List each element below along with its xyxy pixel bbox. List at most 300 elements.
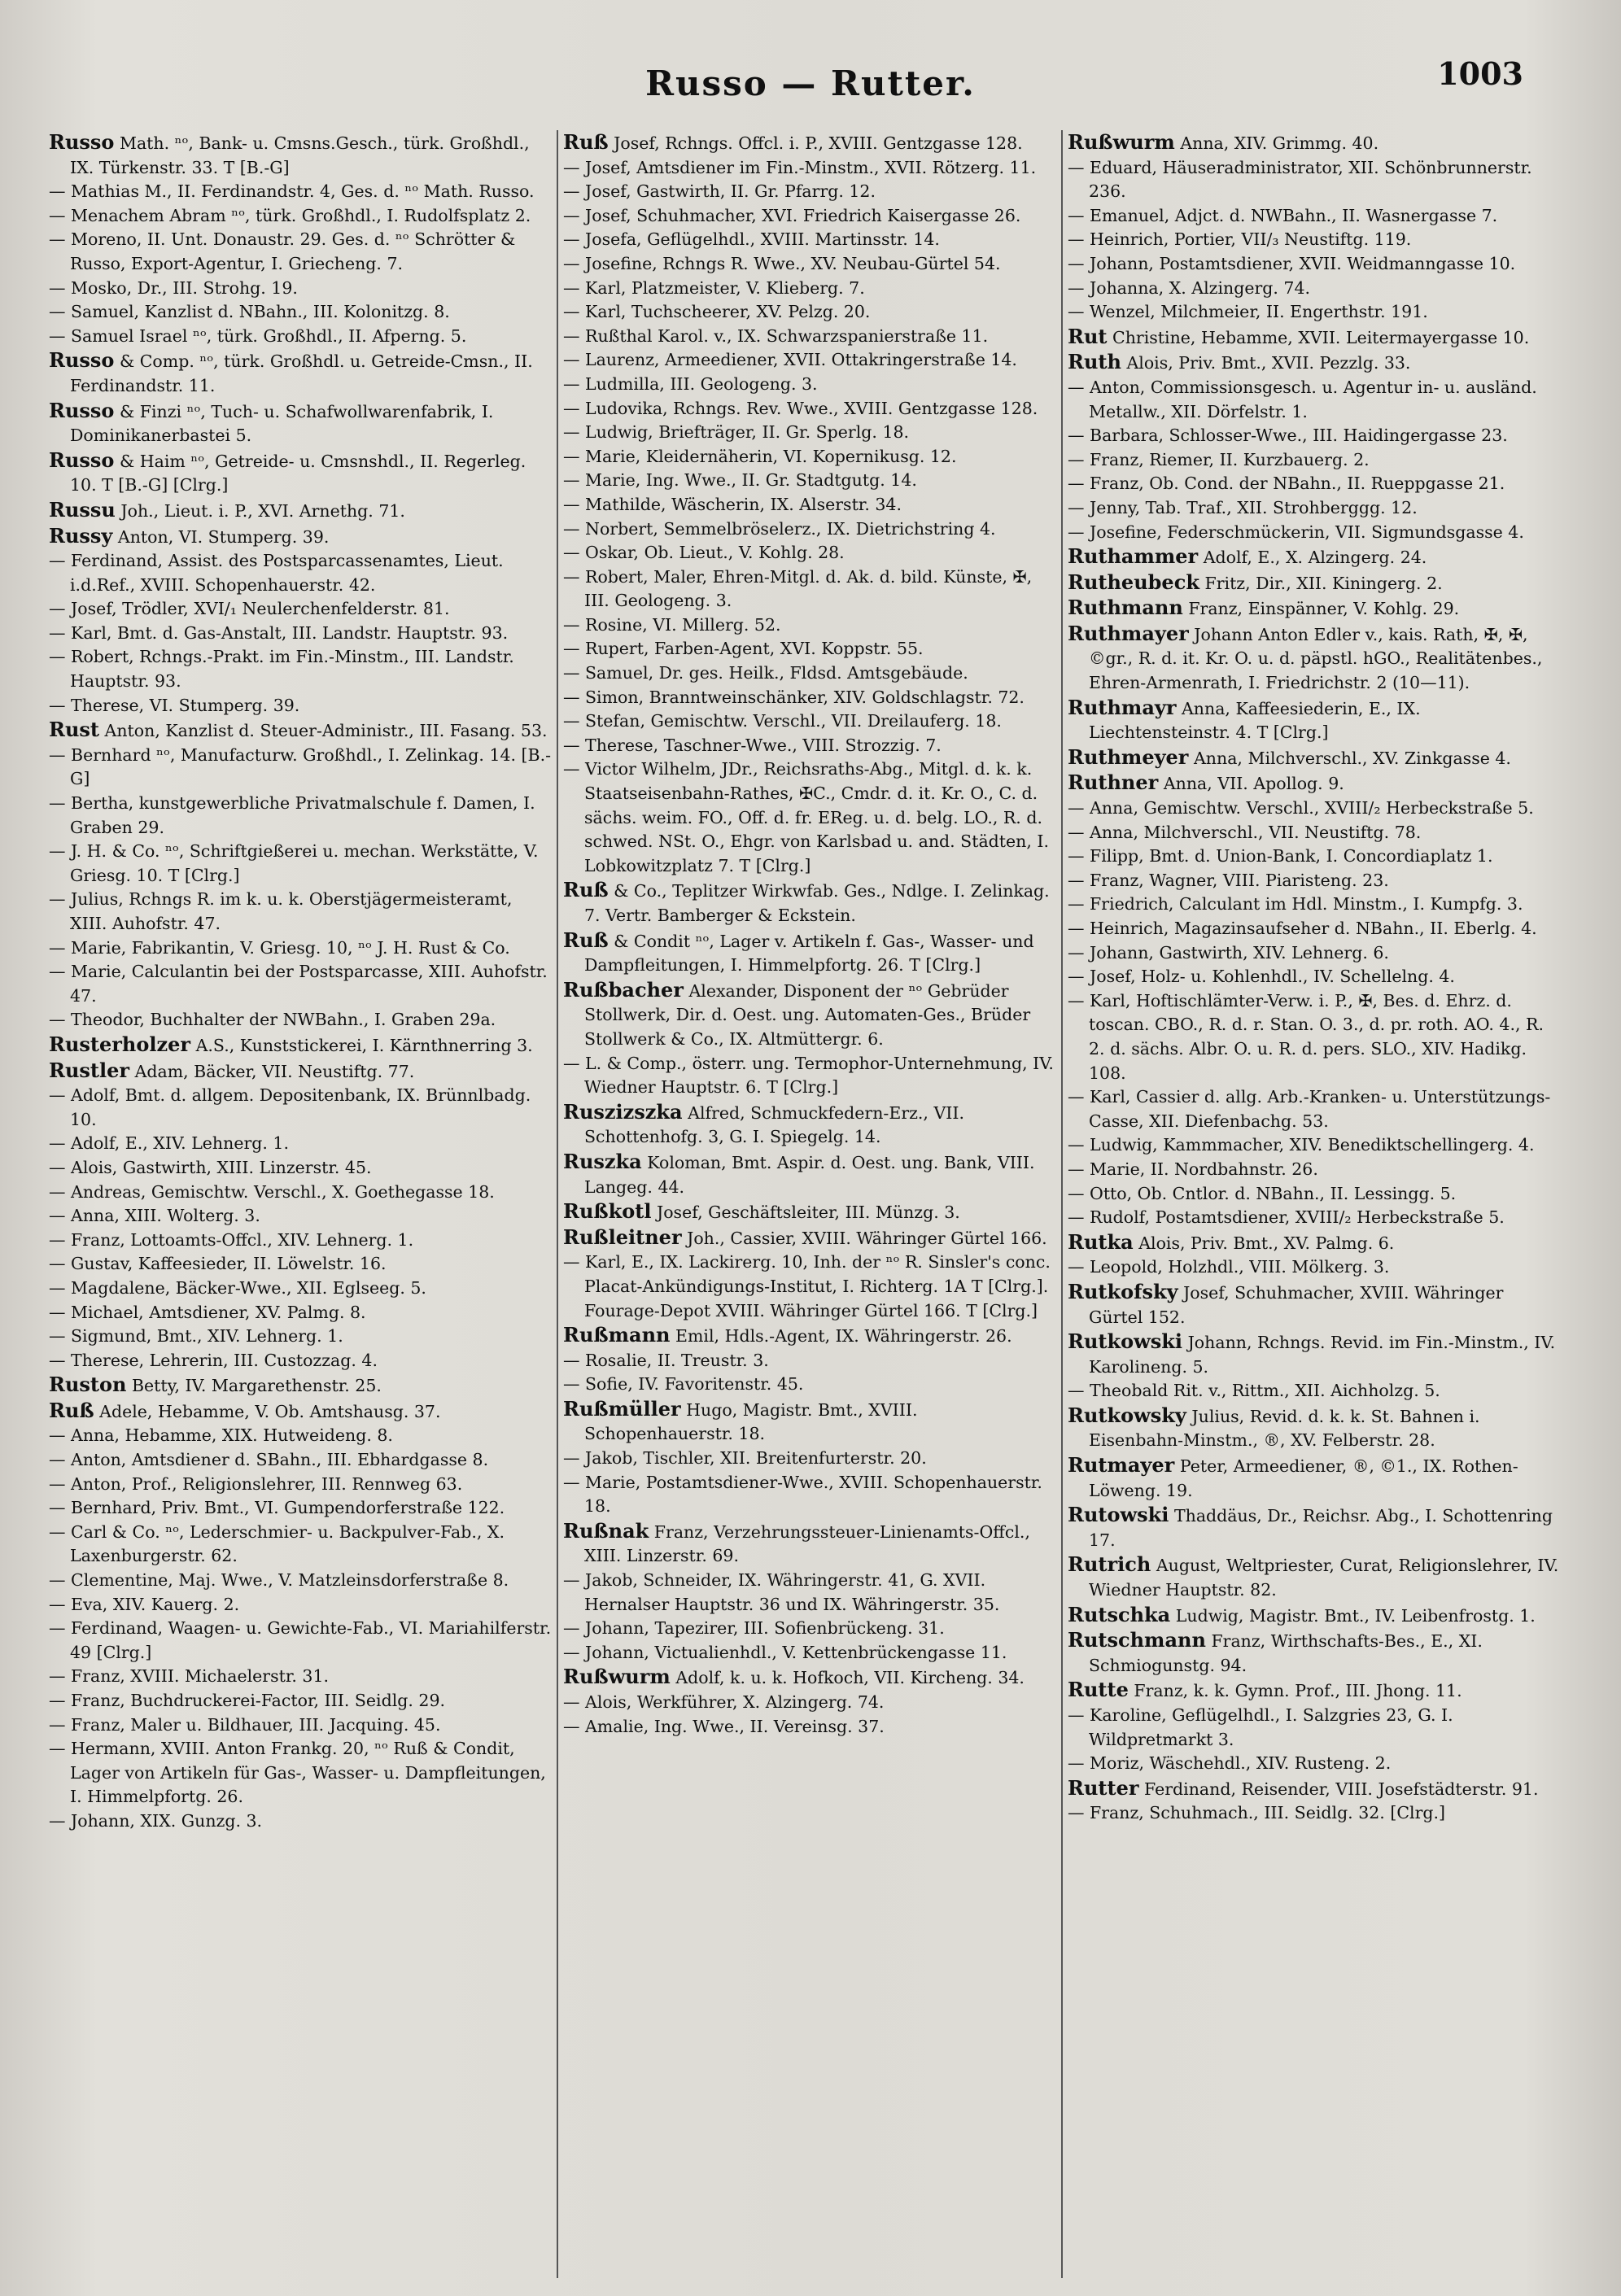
entry-text: — Johann, Tapezirer, III. Sofienbrückeng. 31.: [563, 1618, 945, 1639]
entry-text: — Jakob, Tischler, XII. Breitenfurterstr. 20.: [563, 1448, 927, 1469]
entry-text: — Hermann, XVIII. Anton Frankg. 20, ⁿᵒ Ruß & Condit, Lager von Artikeln für Gas-, Wasser- u. Dampfleitungen, I. Himmelpfortg. 26.: [49, 1739, 546, 1807]
entry-text: — Rupert, Farben-Agent, XVI. Koppstr. 55.: [563, 639, 924, 659]
entry-text: — Karl, Hoftischlämter-Verw. i. P., ✠, Bes. d. Ehrz. d. toscan. CBO., R. d. r. Stan. O. 3., d. pr. roth. AO. 4., R. 2. d. sächs. Albr. O. u. R. d. pers. SLO., XIV. Hadikg. 108.: [1068, 990, 1544, 1083]
entry-surname: Rußmüller: [563, 1396, 681, 1421]
entry-text: — Bernhard, Priv. Bmt., VI. Gumpendorferstraße 122.: [49, 1498, 505, 1518]
entry-text: — Laurenz, Armeediener, XVII. Ottakringerstraße 14.: [563, 350, 1017, 370]
entry-surname: Ruß: [563, 928, 609, 952]
directory-entry: [1068, 797, 1562, 821]
entry-surname: Ruthmeyer: [1068, 744, 1189, 769]
directory-entry: [1068, 496, 1562, 521]
entry-text: — Ludmilla, III. Geologeng. 3.: [563, 373, 818, 394]
directory-entry: [49, 1156, 553, 1181]
directory-entry: [1068, 1752, 1562, 1776]
directory-entry: [563, 1397, 1058, 1447]
directory-entry: [563, 517, 1058, 542]
entry-text: — Anton, Amtsdiener d. SBahn., III. Ebhardgasse 8.: [49, 1450, 489, 1470]
entry-text: & Comp. ⁿᵒ, türk. Großhdl. u. Getreide-Cmsn., II. Ferdinandstr. 11.: [70, 351, 533, 395]
entry-text: — Johann, Postamtsdiener, XVII. Weidmanngasse 10.: [1068, 253, 1516, 273]
directory-entry: [49, 300, 553, 325]
entry-text: — Oskar, Ob. Lieut., V. Kohlg. 28.: [563, 543, 845, 563]
entry-text: Alois, Priv. Bmt., XVII. Pezzlg. 33.: [1126, 353, 1411, 373]
directory-entry: [49, 498, 553, 524]
directory-entry: [49, 130, 553, 180]
entry-text: Franz, Verzehrungssteuer-Linienamts-Offcl., XIII. Linzerstr. 69.: [584, 1521, 1030, 1566]
entry-surname: Russy: [49, 523, 113, 548]
entry-surname: Rußleitner: [563, 1224, 682, 1249]
directory-entry: [1068, 252, 1562, 277]
directory-entry: [1068, 965, 1562, 989]
column-divider: [557, 130, 558, 2278]
entry-text: Anna, Kaffeesiederin, E., IX. Liechtensteinstr. 4. T [Clrg.]: [1089, 698, 1421, 743]
entry-text: Julius, Revid. d. k. k. St. Bahnen i. Eisenbahn-Minstm., ®, XV. Felberstr. 28.: [1089, 1406, 1480, 1451]
entry-text: — Mathilde, Wäscherin, IX. Alserstr. 34.: [563, 494, 902, 514]
entry-surname: Russu: [49, 497, 116, 522]
directory-entry: [563, 709, 1058, 734]
column-3: [1068, 130, 1562, 2286]
directory-entry: [49, 1301, 553, 1325]
directory-entry: [1068, 300, 1562, 325]
directory-entry: [563, 277, 1058, 301]
entry-text: Ferdinand, Reisender, VIII. Josefstädterstr. 91.: [1144, 1779, 1539, 1799]
entry-text: Anna, VII. Apollog. 9.: [1163, 774, 1344, 794]
entry-surname: Rutkowski: [1068, 1329, 1183, 1354]
directory-entry: [1068, 228, 1562, 252]
entry-text: Joh., Lieut. i. P., XVI. Arnethg. 71.: [120, 500, 405, 521]
entry-text: — Anna, Gemischtw. Verschl., XVIII/₂ Herbeckstraße 5.: [1068, 798, 1534, 818]
entry-text: — Michael, Amtsdiener, XV. Palmg. 8.: [49, 1302, 366, 1322]
directory-entry: [49, 744, 553, 792]
directory-entry: [1068, 941, 1562, 966]
entry-text: — Andreas, Gemischtw. Verschl., X. Goethegasse 18.: [49, 1181, 495, 1202]
directory-entry: [49, 180, 553, 204]
directory-entry: [563, 1691, 1058, 1715]
entry-text: — Bernhard ⁿᵒ, Manufacturw. Großhdl., I. Zelinkag. 14. [B.-G]: [49, 744, 552, 789]
entry-text: — Mosko, Dr., III. Strohg. 19.: [49, 277, 298, 298]
directory-entry: [563, 1715, 1058, 1739]
directory-entry: [1068, 424, 1562, 448]
directory-entry: [1068, 472, 1562, 496]
directory-entry: [49, 1809, 553, 1834]
directory-entry: [49, 1373, 553, 1399]
directory-entry: [563, 1199, 1058, 1225]
directory-entry: [49, 1521, 553, 1569]
directory-entry: [563, 1150, 1058, 1199]
entry-text: — Anna, Milchverschl., VII. Neustiftg. 78.: [1068, 822, 1422, 842]
directory-entry: [563, 1519, 1058, 1569]
directory-entry: [1068, 448, 1562, 473]
entry-text: Johann, Rchngs. Revid. im Fin.-Minstm., IV. Karolineng. 5.: [1089, 1333, 1556, 1377]
entry-surname: Rutschmann: [1068, 1628, 1206, 1652]
directory-entry: [49, 718, 553, 744]
directory-entry: [1068, 1552, 1562, 1602]
entry-text: Emil, Hdls.-Agent, IX. Währingerstr. 26.: [675, 1326, 1012, 1347]
entry-surname: Rut: [1068, 324, 1108, 348]
entry-text: August, Weltpriester, Curat, Religionslehrer, IV. Wiedner Hauptstr. 82.: [1089, 1556, 1559, 1600]
entry-surname: Ruthmayr: [1068, 695, 1177, 719]
directory-entry: [49, 1349, 553, 1373]
entry-text: — Heinrich, Portier, VII/₃ Neustiftg. 119.: [1068, 229, 1412, 250]
entry-text: — Adolf, Bmt. d. allgem. Depositenbank, IX. Brünnlbadg. 10.: [49, 1085, 531, 1129]
directory-entry: [1068, 277, 1562, 301]
entry-text: — Karl, Platzmeister, V. Klieberg. 7.: [563, 277, 865, 298]
entry-text: — Josef, Amtsdiener im Fin.-Minstm., XVII. Rötzerg. 11.: [563, 157, 1037, 177]
entry-text: — Bertha, kunstgewerbliche Privatmalschule f. Damen, I. Graben 29.: [49, 793, 535, 837]
entry-text: — Stefan, Gemischtw. Verschl., VII. Dreilauferg. 18.: [563, 711, 1002, 731]
entry-surname: Rutka: [1068, 1229, 1134, 1254]
entry-text: — Marie, II. Nordbahnstr. 26.: [1068, 1159, 1318, 1179]
entry-text: — Josef, Trödler, XVI/₁ Neulerchenfelderstr. 81.: [49, 599, 450, 619]
directory-entry: [1068, 917, 1562, 941]
directory-entry: [1068, 1453, 1562, 1503]
directory-entry: [563, 878, 1058, 928]
directory-entry: [1068, 1628, 1562, 1678]
entry-text: Thaddäus, Dr., Reichsr. Abg., I. Schottenring 17.: [1089, 1506, 1553, 1550]
entry-surname: Ruß: [563, 130, 609, 154]
directory-entry: [563, 130, 1058, 156]
entry-text: — Otto, Ob. Cntlor. d. NBahn., II. Lessingg. 5.: [1068, 1183, 1457, 1203]
entry-text: Adele, Hebamme, V. Ob. Amtshausg. 37.: [99, 1401, 441, 1421]
directory-entry: [563, 1665, 1058, 1691]
entry-surname: Ruthmayer: [1068, 621, 1189, 645]
directory-entry: [49, 1252, 553, 1277]
directory-entry: [49, 228, 553, 276]
entry-text: — Therese, Taschner-Wwe., VIII. Strozzig. 7.: [563, 735, 942, 755]
directory-entry: [563, 1373, 1058, 1397]
directory-entry: [1068, 1379, 1562, 1403]
entry-text: — Emanuel, Adjct. d. NWBahn., II. Wasnergasse 7.: [1068, 205, 1498, 225]
entry-text: Franz, Einspänner, V. Kohlg. 29.: [1188, 599, 1460, 619]
entry-text: — Robert, Rchngs.-Prakt. im Fin.-Minstm., III. Landstr. Hauptstr. 93.: [49, 647, 514, 692]
entry-surname: Ruthammer: [1068, 544, 1199, 569]
directory-entry: [49, 1084, 553, 1132]
directory-entry: [49, 1593, 553, 1617]
directory-entry: [1068, 156, 1562, 204]
entry-text: — Franz, Ob. Cond. der NBahn., II. Rueppgasse 21.: [1068, 474, 1505, 494]
directory-entry: [49, 1713, 553, 1738]
entry-text: — Moreno, II. Unt. Donaustr. 29. Ges. d. ⁿᵒ Schrötter & Russo, Export-Agentur, I. Griecheng. 7.: [49, 229, 516, 273]
entry-text: Fritz, Dir., XII. Kiningerg. 2.: [1204, 573, 1443, 593]
entry-text: Joh., Cassier, XVIII. Währinger Gürtel 166.: [687, 1228, 1047, 1248]
entry-text: — L. & Comp., österr. ung. Termophor-Unternehmung, IV. Wiedner Hauptstr. 6. T [Clrg.]: [563, 1053, 1054, 1098]
directory-entry: [1068, 596, 1562, 622]
directory-entry: [1068, 1329, 1562, 1379]
directory-entry: [563, 348, 1058, 373]
directory-entry: [1068, 570, 1562, 596]
directory-entry: [49, 888, 553, 936]
entry-text: Josef, Schuhmacher, XVIII. Währinger Gürtel 152.: [1089, 1282, 1504, 1327]
directory-entry: [1068, 1280, 1562, 1329]
directory-entry: [49, 448, 553, 498]
entry-text: — Gustav, Kaffeesieder, II. Löwelstr. 16.: [49, 1254, 387, 1274]
entry-text: & Condit ⁿᵒ, Lager v. Artikeln f. Gas-, Wasser- und Dampfleitungen, I. Himmelpfortg. 26. T [Clrg.]: [584, 931, 1034, 976]
entry-text: — Franz, Wagner, VIII. Piaristeng. 23.: [1068, 870, 1389, 890]
entry-surname: Ruthner: [1068, 770, 1159, 795]
entry-text: — Ludovika, Rchngs. Rev. Wwe., XVIII. Gentzgasse 128.: [563, 398, 1038, 418]
entry-surname: Rußkotl: [563, 1199, 652, 1224]
entry-text: — Anna, Hebamme, XIX. Hutweideng. 8.: [49, 1425, 393, 1446]
entry-text: — Johann, Victualienhdl., V. Kettenbrückengasse 11.: [563, 1642, 1007, 1662]
entry-surname: Ruston: [49, 1373, 127, 1397]
entry-text: — Robert, Maler, Ehren-Mitgl. d. Ak. d. bild. Künste, ✠, III. Geologeng. 3.: [563, 566, 1033, 611]
entry-text: — Rußthal Karol. v., IX. Schwarzspanierstraße 11.: [563, 325, 989, 346]
entry-text: — Karl, Tuchscheerer, XV. Pelzg. 20.: [563, 302, 871, 322]
entry-text: — Eva, XIV. Kauerg. 2.: [49, 1594, 240, 1614]
entry-text: — Sigmund, Bmt., XIV. Lehnerg. 1.: [49, 1326, 343, 1347]
entry-text: — Josefine, Rchngs R. Wwe., XV. Neubau-Gürtel 54.: [563, 253, 1001, 273]
entry-text: — Barbara, Schlosser-Wwe., III. Haidingergasse 23.: [1068, 426, 1508, 446]
column-2: [563, 130, 1058, 2286]
directory-entry: [49, 792, 553, 840]
entry-text: — Johann, Gastwirth, XIV. Lehnerg. 6.: [1068, 942, 1389, 962]
directory-entry: [563, 686, 1058, 710]
entry-text: — Carl & Co. ⁿᵒ, Lederschmier- u. Backpulver-Fab., X. Laxenburgerstr. 62.: [49, 1521, 505, 1566]
entry-text: — Friedrich, Calculant im Hdl. Minstm., I. Kumpfg. 3.: [1068, 894, 1523, 914]
directory-entry: [563, 1617, 1058, 1641]
directory-entry: [49, 1032, 553, 1059]
entry-surname: Rust: [49, 718, 99, 742]
entry-text: — Menachem Abram ⁿᵒ, türk. Großhdl., I. Rudolfsplatz 2.: [49, 205, 531, 225]
entry-text: — Franz, Riemer, II. Kurzbauerg. 2.: [1068, 449, 1370, 469]
entry-text: — Franz, XVIII. Michaelerstr. 31.: [49, 1666, 330, 1687]
directory-entry: [563, 978, 1058, 1052]
directory-entry: [49, 204, 553, 229]
directory-entry: [1068, 1182, 1562, 1207]
entry-text: — Rosalie, II. Treustr. 3.: [563, 1350, 769, 1370]
entry-text: — Theobald Rit. v., Rittm., XII. Aichholzg. 5.: [1068, 1381, 1440, 1401]
entry-text: Josef, Rchngs. Offcl. i. P., XVIII. Gentzgasse 128.: [614, 133, 1023, 153]
entry-text: Alexander, Disponent der ⁿᵒ Gebrüder Stollwerk, Dir. d. Oest. ung. Automaten-Ges., Brüder Stollwerk & Co., IX. Altmüttergr. 6.: [584, 980, 1031, 1049]
directory-entry: [563, 661, 1058, 686]
directory-entry: [1068, 1603, 1562, 1629]
entry-surname: Rutkofsky: [1068, 1279, 1178, 1303]
entry-surname: Russo: [49, 130, 115, 154]
entry-surname: Rutter: [1068, 1775, 1139, 1800]
entry-surname: Rußmann: [563, 1323, 671, 1347]
directory-entry: [1068, 376, 1562, 424]
entry-text: — Marie, Kleidernäherin, VI. Kopernikusg. 12.: [563, 446, 957, 466]
directory-entry: [49, 348, 553, 398]
entry-surname: Rutrich: [1068, 1552, 1151, 1577]
directory-entry: [1068, 350, 1562, 376]
entry-text: — Franz, Maler u. Bildhauer, III. Jacquing. 45.: [49, 1714, 441, 1735]
entry-surname: Rustler: [49, 1058, 130, 1082]
entry-text: Anna, Milchverschl., XV. Zinkgasse 4.: [1193, 748, 1511, 768]
directory-entry: [49, 645, 553, 693]
directory-entry: [1068, 1230, 1562, 1256]
directory-entry: [49, 1737, 553, 1809]
directory-entry: [49, 325, 553, 349]
entry-text: Adolf, E., X. Alzingerg. 24.: [1203, 548, 1427, 568]
entry-surname: Rutte: [1068, 1678, 1129, 1702]
entry-text: — Marie, Fabrikantin, V. Griesg. 10, ⁿᵒ J. H. Rust & Co.: [49, 937, 510, 958]
entry-surname: Ruth: [1068, 350, 1121, 374]
entry-text: Koloman, Bmt. Aspir. d. Oest. ung. Bank, VIII. Langeg. 44.: [584, 1152, 1035, 1197]
entry-text: & Finzi ⁿᵒ, Tuch- u. Schafwollwarenfabrik, I. Dominikanerbastei 5.: [70, 401, 494, 446]
entry-text: & Haim ⁿᵒ, Getreide- u. Cmsnshdl., II. Regerleg. 10. T [B.-G] [Clrg.]: [70, 451, 526, 495]
entry-text: — Jenny, Tab. Traf., XII. Strohberggg. 12.: [1068, 497, 1418, 517]
directory-entry: [1068, 696, 1562, 745]
directory-entry: [49, 1448, 553, 1473]
directory-entry: [1068, 869, 1562, 893]
directory-entry: [1068, 821, 1562, 845]
page-title: Russo — Rutter.: [645, 63, 976, 103]
entry-text: & Co., Teplitzer Wirkwfab. Ges., Ndlge. I. Zelinkag. 7. Vertr. Bamberger & Eckstein.: [584, 881, 1050, 925]
entry-text: — Marie, Ing. Wwe., II. Gr. Stadtgutg. 14.: [563, 470, 917, 491]
entry-text: — Julius, Rchngs R. im k. u. k. Oberstjägermeisteramt, XIII. Auhofstr. 47.: [49, 889, 513, 933]
directory-entry: [49, 1229, 553, 1253]
entry-text: Johann Anton Edler v., kais. Rath, ✠, ✠, ©gr., R. d. it. Kr. O. u. d. päpstl. hGO., Realitätenbes., Ehren-Armenrath, I. Friedrichstr. 2 (10—11).: [1089, 624, 1543, 693]
directory-entry: [1068, 325, 1562, 351]
directory-entry: [563, 493, 1058, 517]
directory-entry: [49, 1204, 553, 1229]
entry-text: — Rosine, VI. Millerg. 52.: [563, 614, 781, 635]
entry-text: — Samuel, Kanzlist d. NBahn., III. Kolonitzg. 8.: [49, 302, 450, 322]
entry-text: — Franz, Lottoamts-Offcl., XIV. Lehnerg. 1.: [49, 1229, 414, 1250]
entry-text: — Karoline, Geflügelhdl., I. Salzgries 23, G. I. Wildpretmarkt 3.: [1068, 1705, 1453, 1749]
directory-entry: [563, 1251, 1058, 1323]
directory-entry: [1068, 1255, 1562, 1280]
directory-entry: [563, 300, 1058, 325]
entry-text: — Karl, Bmt. d. Gas-Anstalt, III. Landstr. Hauptstr. 93.: [49, 622, 509, 643]
entry-text: Math. ⁿᵒ, Bank- u. Cmsns.Gesch., türk. Großhdl., IX. Türkenstr. 33. T [B.-G]: [70, 133, 530, 177]
entry-text: — Josefa, Geflügelhdl., XVIII. Martinsstr. 14.: [563, 229, 940, 250]
entry-text: — Rudolf, Postamtsdiener, XVIII/₂ Herbeckstraße 5.: [1068, 1207, 1505, 1228]
entry-surname: Rußwurm: [563, 1665, 671, 1689]
entry-text: Alois, Priv. Bmt., XV. Palmg. 6.: [1138, 1233, 1395, 1253]
directory-entry: [563, 734, 1058, 758]
entry-text: — Therese, VI. Stumperg. 39.: [49, 695, 300, 715]
entry-text: Adolf, k. u. k. Hofkoch, VII. Kircheng. 34.: [675, 1668, 1025, 1688]
entry-text: — Mathias M., II. Ferdinandstr. 4, Ges. d. ⁿᵒ Math. Russo.: [49, 181, 535, 202]
entry-text: — Victor Wilhelm, JDr., Reichsraths-Abg., Mitgl. d. k. k. Staatseisenbahn-Rathes, ✠C., Cmdr. d. it. Kr. O., C. d. sächs. weim. FO., Off. d. fr. EReg. u. d. belg. LO., R. d. schwed. NSt. O., Ehgr. von Karlsbad u. and. Städten, I. Lobkowitzplatz 7. T [Clrg.]: [563, 759, 1050, 875]
directory-entry: [563, 1225, 1058, 1251]
entry-surname: Rutmayer: [1068, 1453, 1175, 1478]
entry-text: — Theodor, Buchhalter der NWBahn., I. Graben 29a.: [49, 1010, 496, 1030]
directory-entry: [563, 180, 1058, 204]
directory-entry: [1068, 204, 1562, 229]
directory-entry: [1068, 1801, 1562, 1826]
directory-entry: [563, 204, 1058, 229]
entry-text: — Anna, XIII. Wolterg. 3.: [49, 1206, 260, 1226]
entry-text: — J. H. & Co. ⁿᵒ, Schriftgießerei u. mechan. Werkstätte, V. Griesg. 10. T [Clrg.]: [49, 841, 539, 885]
directory-entry: [1068, 893, 1562, 917]
directory-entry: [49, 399, 553, 448]
entry-surname: Ruß: [563, 878, 609, 902]
entry-text: Christine, Hebamme, XVII. Leitermayergasse 10.: [1112, 327, 1530, 347]
entry-text: Adam, Bäcker, VII. Neustiftg. 77.: [134, 1061, 415, 1081]
directory-entry: [49, 1473, 553, 1497]
directory-entry: [563, 1323, 1058, 1349]
directory-entry: [563, 757, 1058, 878]
column-1: [49, 130, 553, 2286]
entry-text: — Josef, Schuhmacher, XVI. Friedrich Kaisergasse 26.: [563, 205, 1021, 225]
directory-entry: [1068, 1678, 1562, 1704]
directory-entry: [563, 565, 1058, 613]
entry-text: — Sofie, IV. Favoritenstr. 45.: [563, 1374, 804, 1395]
entry-text: — Josefine, Federschmückerin, VII. Sigmundsgasse 4.: [1068, 522, 1524, 542]
entry-text: — Magdalene, Bäcker-Wwe., XII. Eglseeg. 5.: [49, 1277, 426, 1298]
entry-text: Peter, Armeediener, ®, ©1., IX. Rothen-Löweng. 19.: [1089, 1456, 1518, 1500]
directory-entry: [1068, 770, 1562, 797]
page-number: 1003: [1437, 55, 1523, 92]
entry-text: — Filipp, Bmt. d. Union-Bank, I. Concordiaplatz 1.: [1068, 846, 1493, 866]
directory-entry: [49, 1496, 553, 1521]
directory-entry: [49, 1059, 553, 1085]
entry-surname: Rutschka: [1068, 1602, 1171, 1626]
entry-surname: Rusterholzer: [49, 1032, 191, 1056]
entry-surname: Rutheubeck: [1068, 570, 1199, 594]
directory-entry: [49, 960, 553, 1008]
directory-entry: [1068, 845, 1562, 869]
directory-entry: [49, 1569, 553, 1593]
entry-text: — Marie, Calculantin bei der Postsparcasse, XIII. Auhofstr. 47.: [49, 962, 548, 1006]
directory-entry: [1068, 622, 1562, 696]
directory-entry: [49, 1424, 553, 1448]
directory-entry: [49, 1008, 553, 1032]
entry-surname: Rußnak: [563, 1518, 649, 1543]
entry-text: — Alois, Werkführer, X. Alzingerg. 74.: [563, 1692, 885, 1712]
entry-text: — Marie, Postamtsdiener-Wwe., XVIII. Schopenhauerstr. 18.: [563, 1472, 1042, 1517]
entry-text: Anton, VI. Stumperg. 39.: [117, 526, 330, 547]
entry-text: — Josef, Gastwirth, II. Gr. Pfarrg. 12.: [563, 181, 876, 202]
directory-entry: [563, 373, 1058, 397]
entry-text: — Therese, Lehrerin, III. Custozzag. 4.: [49, 1350, 378, 1370]
entry-text: Alfred, Schmuckfedern-Erz., VII. Schottenhofg. 3, G. I. Spiegelg. 14.: [584, 1102, 964, 1147]
directory-entry: [563, 156, 1058, 181]
entry-text: A.S., Kunststickerei, I. Kärnthnerring 3.: [195, 1035, 533, 1055]
directory-entry: [1068, 544, 1562, 570]
column-divider: [1061, 130, 1063, 2278]
directory-entry: [49, 694, 553, 718]
entry-text: — Moriz, Wäschehdl., XIV. Rusteng. 2.: [1068, 1753, 1392, 1774]
directory-entry: [1068, 130, 1562, 156]
entry-surname: Ruszizszka: [563, 1099, 683, 1124]
entry-text: Franz, k. k. Gymn. Prof., III. Jhong. 11.: [1134, 1681, 1462, 1701]
entry-text: — Anton, Prof., Religionslehrer, III. Rennweg 63.: [49, 1473, 463, 1494]
entry-text: Hugo, Magistr. Bmt., XVIII. Schopenhauerstr. 18.: [584, 1399, 918, 1444]
entry-text: Franz, Wirthschafts-Bes., E., XI. Schmiogunstg. 94.: [1089, 1631, 1483, 1675]
entry-text: — Simon, Branntweinschänker, XIV. Goldschlagstr. 72.: [563, 687, 1025, 707]
entry-surname: Russo: [49, 398, 115, 422]
entry-text: — Amalie, Ing. Wwe., II. Vereinsg. 37.: [563, 1716, 885, 1736]
entry-text: — Norbert, Semmelbröselerz., IX. Dietrichstring 4.: [563, 518, 996, 539]
directory-entry: [1068, 1403, 1562, 1453]
directory-entry: [563, 228, 1058, 252]
directory-entry: [563, 1349, 1058, 1373]
directory-entry: [1068, 521, 1562, 545]
entry-text: Betty, IV. Margarethenstr. 25.: [131, 1376, 382, 1396]
directory-entry: [1068, 1133, 1562, 1158]
entry-text: — Jakob, Schneider, IX. Währingerstr. 41, G. XVII. Hernalser Hauptstr. 36 und IX. Währingerstr. 35.: [563, 1570, 1000, 1614]
entry-text: — Adolf, E., XIV. Lehnerg. 1.: [49, 1133, 289, 1154]
entry-text: — Samuel Israel ⁿᵒ, türk. Großhdl., II. Afperng. 5.: [49, 325, 467, 346]
entry-text: — Karl, Cassier d. allg. Arb.-Kranken- u. Unterstützungs-Casse, XII. Diefenbachg. 53.: [1068, 1087, 1551, 1131]
directory-entry: [49, 549, 553, 597]
entry-text: — Anton, Commissionsgesch. u. Agentur in- u. ausländ. Metallw., XII. Dörfelstr. 1.: [1068, 377, 1537, 421]
directory-entry: [563, 1447, 1058, 1471]
directory-entry: [1068, 989, 1562, 1085]
directory-entry: [49, 277, 553, 301]
directory-entry: [49, 936, 553, 961]
entry-text: — Wenzel, Milchmeier, II. Engerthstr. 191.: [1068, 302, 1428, 322]
directory-entry: [563, 928, 1058, 978]
entry-surname: Russo: [49, 447, 115, 472]
directory-entry: [1068, 1158, 1562, 1182]
entry-surname: Russo: [49, 348, 115, 373]
directory-entry: [563, 445, 1058, 469]
directory-entry: [49, 1132, 553, 1156]
